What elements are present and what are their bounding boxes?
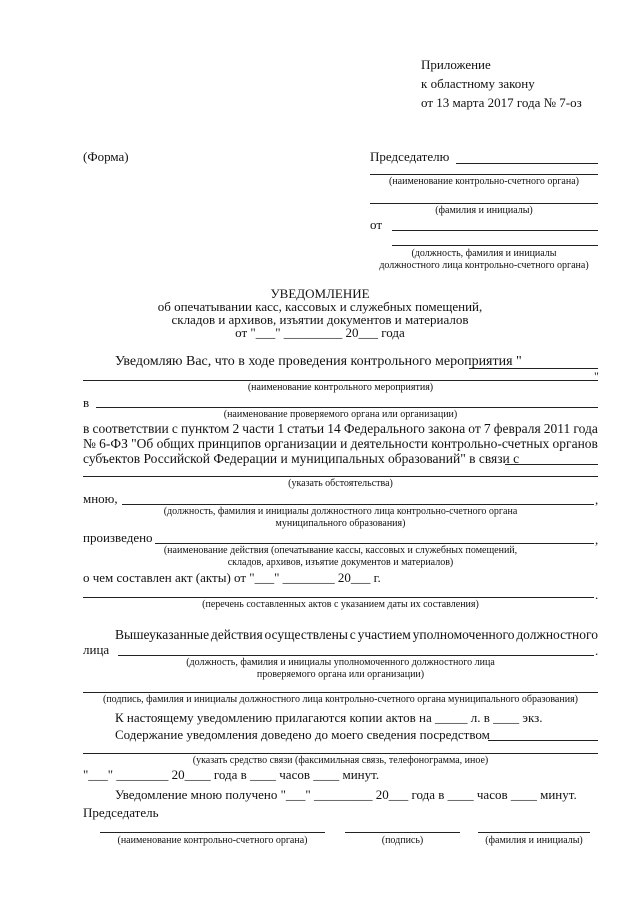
- acts-period: .: [595, 587, 599, 602]
- law-reference-line-3: субъектов Российской Федерации и муниципальных образований" в связи с: [83, 451, 520, 466]
- org-name-line: [370, 174, 598, 175]
- law-reference-line-1: [83, 422, 598, 436]
- title-line-1: об опечатывании касс, кассовых и служебных помещений,: [157, 299, 483, 314]
- performed-label: произведено: [83, 530, 153, 545]
- caption-official-b: муниципального образования): [275, 518, 406, 529]
- word: закона: [428, 421, 466, 436]
- word: с: [349, 627, 356, 642]
- word: Вышеуказанные: [115, 627, 210, 642]
- word: должностного: [516, 627, 598, 642]
- sig-org-line: [100, 832, 325, 833]
- word: статьи: [287, 421, 325, 436]
- intro-text: Уведомляю Вас, что в ходе проведения контрольного мероприятия ": [115, 354, 522, 369]
- quote-close: ": [594, 369, 599, 383]
- word: 14: [327, 421, 341, 436]
- caption-action-a: (наименование действия (опечатывание кассы, кассовых и служебных помещений,: [163, 545, 518, 556]
- word: с: [171, 421, 178, 436]
- attach-text: К настоящему уведомлению прилагаются копии актов на _____ л. в ____ экз.: [115, 710, 543, 725]
- appendix-line-2: к областному закону: [421, 76, 535, 91]
- word: 1: [277, 421, 285, 436]
- received-text: Уведомление мною получено "___" _________ 20___ года в ____ часов ____ минут.: [115, 787, 577, 802]
- word: действия: [210, 627, 263, 642]
- form-label: (Форма): [83, 149, 129, 164]
- word: и: [340, 436, 348, 451]
- word: 2: [232, 421, 240, 436]
- word: 6-ФЗ: [99, 436, 128, 451]
- title-date-line: от "___" _________ 20___ года: [235, 325, 405, 340]
- word: принципов: [197, 436, 262, 451]
- person-period: .: [595, 643, 599, 658]
- means-line-1: [488, 740, 598, 741]
- caption-action-b: складов, архивов, изъятие документов и материалов): [227, 557, 454, 568]
- caption-event: (наименование контрольного мероприятия): [247, 382, 434, 393]
- action-line: [155, 543, 594, 544]
- caption-name: (фамилия и инициалы): [435, 205, 533, 216]
- caption-means: (указать средство связи (факсимильная связь, телефонограмма, иное): [192, 755, 489, 766]
- word: 7: [483, 421, 491, 436]
- addressee-from-label: от: [370, 217, 383, 232]
- caption-signature-full: (подпись, фамилия и инициалы должностного лица контрольно-счетного органа муниципального образования): [102, 694, 579, 705]
- signature-full-line: [83, 692, 598, 693]
- from-line-2: [392, 245, 598, 246]
- caption-circumstances: (указать обстоятельства): [288, 478, 393, 489]
- sig-line: [345, 832, 460, 833]
- by-me-comma: ,: [595, 492, 599, 507]
- law-reference-line-2: [83, 437, 598, 451]
- acts-list-line: [83, 597, 594, 598]
- word: контрольно-счетных: [431, 436, 550, 451]
- authorized-person-line: [118, 655, 594, 656]
- word: общих: [156, 436, 195, 451]
- word: февраля: [493, 421, 541, 436]
- in-label: в: [83, 395, 90, 410]
- by-me-label: мною,: [83, 491, 118, 506]
- caption-org-checked: (наименование проверяемого органа или организации): [223, 409, 458, 420]
- means-line-2: [83, 753, 598, 754]
- word: года: [573, 421, 598, 436]
- word: органов: [552, 436, 598, 451]
- document-title: УВЕДОМЛЕНИЕ: [270, 286, 370, 301]
- person-label: лица: [83, 642, 110, 657]
- word: №: [83, 436, 96, 451]
- circumstances-line-1: [505, 464, 598, 465]
- org-checked-line: [96, 407, 598, 408]
- act-text: о чем составлен акт (акты) от "___" ________ 20___ г.: [83, 570, 381, 585]
- word: участием: [357, 627, 411, 642]
- word: 2011: [543, 421, 571, 436]
- participation-line: [115, 628, 598, 642]
- caption-org: (наименование контрольно-счетного органа): [389, 176, 579, 187]
- word: пунктом: [180, 421, 230, 436]
- title-line-2: складов и архивов, изъятии документов и материалов: [171, 312, 469, 327]
- name-initials-line: [370, 203, 598, 204]
- caption-sig: (подпись): [381, 835, 424, 846]
- event-name-line-1: [469, 368, 598, 369]
- appendix-line-3: от 13 марта 2017 года № 7-оз: [421, 95, 582, 110]
- word: "Об: [131, 436, 154, 451]
- official-line: [122, 504, 594, 505]
- chairman-label: Председатель: [83, 805, 159, 820]
- event-name-line-2: [83, 380, 598, 381]
- caption-sig-org: (наименование контрольно-счетного органа): [117, 835, 308, 846]
- appendix-line-1: Приложение: [421, 57, 491, 72]
- addressee-to-label: Председателю: [370, 149, 450, 164]
- sig-name-line: [478, 832, 590, 833]
- word: от: [468, 421, 481, 436]
- word: организации: [264, 436, 337, 451]
- caption-acts: (перечень составленных актов с указанием даты их составления): [202, 599, 479, 610]
- caption-official-a: (должность, фамилия и инициалы должностного лица контрольно-счетного органа: [163, 506, 518, 517]
- word: Федерального: [343, 421, 425, 436]
- performed-comma: ,: [595, 532, 599, 547]
- word: осуществлены: [264, 627, 348, 642]
- caption-official-2: должностного лица контрольно-счетного органа): [379, 260, 589, 271]
- word: уполномоченного: [412, 627, 515, 642]
- word: в: [83, 421, 90, 436]
- caption-official-1: (должность, фамилия и инициалы: [411, 248, 557, 259]
- caption-authorized-b: проверяемого органа или организации): [256, 669, 425, 680]
- word: части: [242, 421, 275, 436]
- brought-text: Содержание уведомления доведено до моего сведения посредством: [115, 727, 490, 742]
- word: соответствии: [92, 421, 169, 436]
- caption-authorized-a: (должность, фамилия и инициалы уполномоченного должностного лица: [186, 657, 495, 668]
- caption-sig-name: (фамилия и инициалы): [485, 835, 583, 846]
- date-time-line: "___" ________ 20____ года в ____ часов ____ минут.: [83, 767, 380, 782]
- circumstances-line-2: [83, 476, 598, 477]
- word: деятельности: [350, 436, 428, 451]
- chairman-name-line: [456, 163, 598, 164]
- from-line-1: [392, 230, 598, 231]
